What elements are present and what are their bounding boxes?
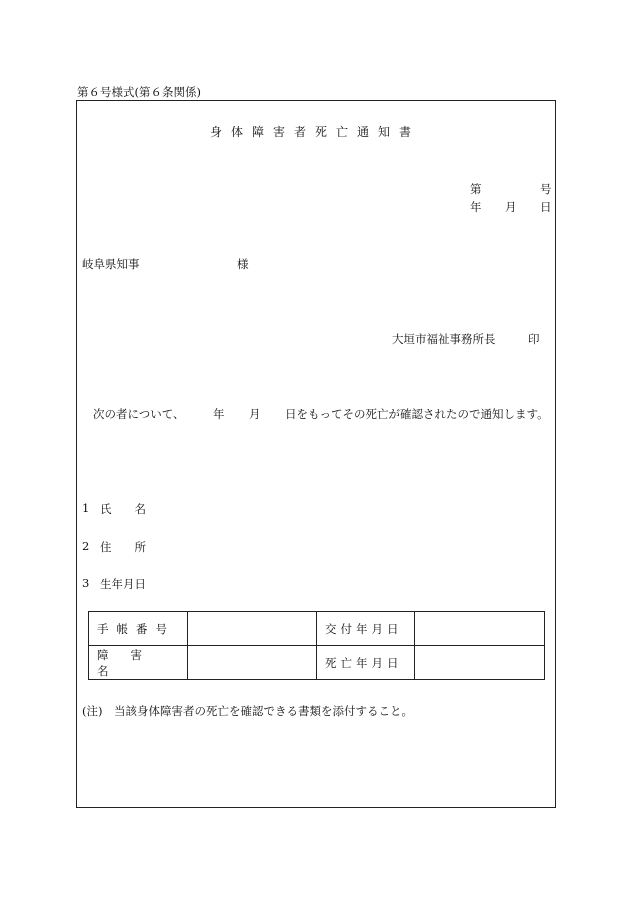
item-number: 3 (82, 576, 90, 590)
death-date-value[interactable] (415, 646, 545, 680)
body-month: 月 (249, 407, 261, 421)
item-number: 2 (82, 539, 90, 553)
seal-mark: 印 (528, 332, 540, 346)
item-label: 氏 名 (100, 502, 146, 516)
handbook-number-value[interactable] (188, 612, 317, 646)
info-table (88, 611, 545, 680)
table-row (89, 646, 545, 680)
item-number: 1 (82, 501, 90, 515)
table-row (89, 612, 545, 646)
date-month: 月 (505, 200, 517, 214)
item-label: 住 所 (100, 540, 146, 554)
document-title: 身体障害者死亡通知書 (209, 125, 420, 139)
death-date-label: 死亡年月日 (317, 646, 415, 680)
addressee: 岐阜県知事 (82, 257, 140, 271)
handbook-number-label: 手帳番号 (89, 612, 188, 646)
document-number-suffix: 号 (540, 182, 552, 196)
form-frame (76, 100, 556, 808)
honorific: 様 (237, 257, 249, 271)
date-day: 日 (540, 200, 552, 214)
body-year: 年 (213, 407, 225, 421)
footnote: (注) 当該身体障害者の死亡を確認できる書類を添付すること。 (82, 704, 413, 718)
body-lead: 次の者について、 (93, 407, 185, 421)
sender-name: 大垣市福祉事務所長 (392, 332, 496, 346)
date-year: 年 (470, 200, 482, 214)
item-label: 生年月日 (100, 577, 146, 591)
form-number-label: 第６号様式(第６条関係) (77, 85, 201, 99)
disability-name-value[interactable] (188, 646, 317, 680)
document-number-prefix: 第 (470, 182, 482, 196)
disability-name-label: 障害名 (89, 646, 188, 680)
issue-date-label: 交付年月日 (317, 612, 415, 646)
issue-date-value[interactable] (415, 612, 545, 646)
body-rest: 日をもってその死亡が確認されたので通知します。 (285, 407, 549, 421)
